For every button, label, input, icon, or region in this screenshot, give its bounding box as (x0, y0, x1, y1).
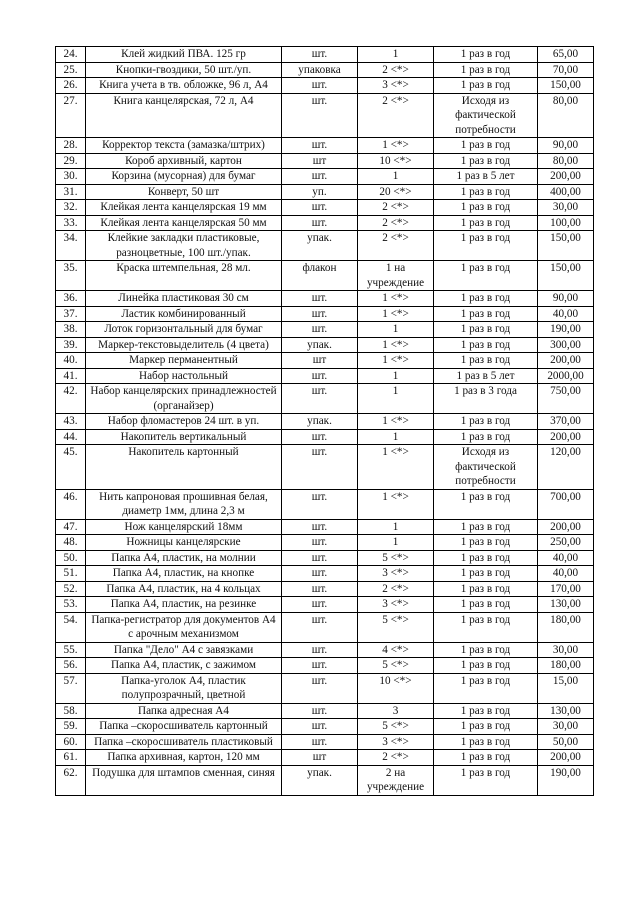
cell-item-name: Маркер перманентный (86, 353, 282, 369)
cell-item-name: Папка А4, пластик, на молнии (86, 550, 282, 566)
cell-price: 300,00 (538, 337, 594, 353)
cell-row-number: 52. (56, 581, 86, 597)
cell-row-number: 53. (56, 597, 86, 613)
cell-item-name: Конверт, 50 шт (86, 184, 282, 200)
cell-item-name: Нить капроновая прошивная белая, диаметр 1мм, длина 2,3 м (86, 489, 282, 519)
cell-unit: шт. (282, 445, 358, 490)
cell-row-number: 44. (56, 429, 86, 445)
cell-item-name: Клейкая лента канцелярская 50 мм (86, 215, 282, 231)
cell-price: 40,00 (538, 566, 594, 582)
cell-item-name: Клейкая лента канцелярская 19 мм (86, 200, 282, 216)
cell-price: 40,00 (538, 550, 594, 566)
cell-row-number: 34. (56, 231, 86, 261)
table-row (56, 62, 594, 78)
cell-period: 1 раз в год (434, 215, 538, 231)
cell-item-name: Папка-уголок А4, пластик полупрозрачный, цветной (86, 673, 282, 703)
cell-price: 180,00 (538, 658, 594, 674)
cell-quantity: 1 (358, 322, 434, 338)
cell-quantity: 1 (358, 47, 434, 63)
cell-item-name: Папка А4, пластик, на кнопке (86, 566, 282, 582)
table-row (56, 291, 594, 307)
cell-period: 1 раз в год (434, 658, 538, 674)
cell-row-number: 26. (56, 78, 86, 94)
cell-row-number: 59. (56, 719, 86, 735)
cell-row-number: 28. (56, 138, 86, 154)
table-row (56, 78, 594, 94)
cell-price: 700,00 (538, 489, 594, 519)
table-row (56, 612, 594, 642)
table-row (56, 673, 594, 703)
cell-price: 80,00 (538, 153, 594, 169)
cell-item-name: Маркер-текстовыделитель (4 цвета) (86, 337, 282, 353)
table-row (56, 47, 594, 63)
cell-price: 30,00 (538, 642, 594, 658)
cell-price: 50,00 (538, 734, 594, 750)
cell-item-name: Набор канцелярских принадлежностей (органайзер) (86, 384, 282, 414)
cell-price: 15,00 (538, 673, 594, 703)
cell-row-number: 62. (56, 765, 86, 795)
cell-item-name: Корректор текста (замазка/штрих) (86, 138, 282, 154)
table-row (56, 550, 594, 566)
cell-quantity: 1 <*> (358, 414, 434, 430)
cell-row-number: 42. (56, 384, 86, 414)
cell-unit: шт. (282, 169, 358, 185)
cell-unit: шт. (282, 138, 358, 154)
cell-quantity: 3 <*> (358, 78, 434, 94)
cell-item-name: Папка "Дело" А4 с завязками (86, 642, 282, 658)
cell-row-number: 29. (56, 153, 86, 169)
cell-row-number: 33. (56, 215, 86, 231)
cell-price: 200,00 (538, 353, 594, 369)
cell-item-name: Нож канцелярский 18мм (86, 519, 282, 535)
cell-quantity: 5 <*> (358, 612, 434, 642)
table-row (56, 489, 594, 519)
cell-unit: шт. (282, 200, 358, 216)
table-row (56, 261, 594, 291)
cell-period: 1 раз в год (434, 353, 538, 369)
cell-period: 1 раз в год (434, 138, 538, 154)
cell-price: 190,00 (538, 765, 594, 795)
cell-row-number: 55. (56, 642, 86, 658)
cell-period: 1 раз в год (434, 673, 538, 703)
cell-quantity: 2 <*> (358, 231, 434, 261)
cell-price: 2000,00 (538, 368, 594, 384)
table-row (56, 566, 594, 582)
cell-unit: шт. (282, 519, 358, 535)
cell-quantity: 10 <*> (358, 673, 434, 703)
cell-item-name: Накопитель вертикальный (86, 429, 282, 445)
cell-period: 1 раз в год (434, 597, 538, 613)
cell-period: 1 раз в год (434, 306, 538, 322)
table-row (56, 734, 594, 750)
cell-period: 1 раз в год (434, 519, 538, 535)
cell-unit: шт. (282, 291, 358, 307)
cell-row-number: 36. (56, 291, 86, 307)
cell-price: 750,00 (538, 384, 594, 414)
cell-price: 120,00 (538, 445, 594, 490)
cell-row-number: 38. (56, 322, 86, 338)
table-row (56, 429, 594, 445)
cell-item-name: Папка А4, пластик, на 4 кольцах (86, 581, 282, 597)
cell-item-name: Набор фломастеров 24 шт. в уп. (86, 414, 282, 430)
cell-period: 1 раз в год (434, 612, 538, 642)
cell-period: 1 раз в 5 лет (434, 368, 538, 384)
cell-period: 1 раз в 5 лет (434, 169, 538, 185)
cell-period: 1 раз в 3 года (434, 384, 538, 414)
cell-price: 65,00 (538, 47, 594, 63)
cell-price: 100,00 (538, 215, 594, 231)
table-body (56, 47, 594, 796)
cell-unit: шт. (282, 581, 358, 597)
cell-item-name: Корзина (мусорная) для бумаг (86, 169, 282, 185)
cell-unit: шт. (282, 93, 358, 138)
cell-row-number: 46. (56, 489, 86, 519)
cell-quantity: 1 <*> (358, 306, 434, 322)
cell-quantity: 1 (358, 519, 434, 535)
cell-period: 1 раз в год (434, 200, 538, 216)
cell-unit: шт. (282, 368, 358, 384)
cell-item-name: Набор настольный (86, 368, 282, 384)
document-page (55, 46, 593, 796)
cell-quantity: 1 <*> (358, 445, 434, 490)
cell-period: Исходя из фактической потребности (434, 445, 538, 490)
cell-unit: шт. (282, 215, 358, 231)
cell-quantity: 1 на учреждение (358, 261, 434, 291)
cell-quantity: 5 <*> (358, 550, 434, 566)
cell-price: 30,00 (538, 719, 594, 735)
table-row (56, 703, 594, 719)
cell-price: 200,00 (538, 169, 594, 185)
cell-row-number: 57. (56, 673, 86, 703)
table-row (56, 765, 594, 795)
table-row (56, 750, 594, 766)
cell-period: 1 раз в год (434, 535, 538, 551)
cell-row-number: 39. (56, 337, 86, 353)
cell-item-name: Накопитель картонный (86, 445, 282, 490)
cell-item-name: Книга учета в тв. обложке, 96 л, А4 (86, 78, 282, 94)
cell-price: 370,00 (538, 414, 594, 430)
cell-period: 1 раз в год (434, 414, 538, 430)
cell-unit: упак. (282, 231, 358, 261)
cell-period: 1 раз в год (434, 703, 538, 719)
cell-item-name: Краска штемпельная, 28 мл. (86, 261, 282, 291)
cell-quantity: 1 <*> (358, 337, 434, 353)
cell-quantity: 1 <*> (358, 353, 434, 369)
cell-item-name: Папка –скоросшиватель пластиковый (86, 734, 282, 750)
cell-period: 1 раз в год (434, 62, 538, 78)
cell-quantity: 1 (358, 429, 434, 445)
cell-price: 70,00 (538, 62, 594, 78)
cell-period: 1 раз в год (434, 153, 538, 169)
cell-quantity: 2 <*> (358, 200, 434, 216)
cell-quantity: 2 на учреждение (358, 765, 434, 795)
cell-unit: шт. (282, 612, 358, 642)
cell-row-number: 35. (56, 261, 86, 291)
cell-price: 80,00 (538, 93, 594, 138)
cell-quantity: 2 <*> (358, 215, 434, 231)
table-row (56, 215, 594, 231)
cell-unit: шт. (282, 322, 358, 338)
table-row (56, 169, 594, 185)
table-row (56, 414, 594, 430)
cell-unit: шт. (282, 719, 358, 735)
cell-quantity: 1 <*> (358, 489, 434, 519)
cell-row-number: 31. (56, 184, 86, 200)
table-row (56, 368, 594, 384)
table-row (56, 535, 594, 551)
cell-unit: шт. (282, 658, 358, 674)
cell-period: 1 раз в год (434, 231, 538, 261)
cell-item-name: Папка –скоросшиватель картонный (86, 719, 282, 735)
cell-quantity: 2 <*> (358, 750, 434, 766)
cell-price: 190,00 (538, 322, 594, 338)
table-row (56, 597, 594, 613)
cell-item-name: Папка А4, пластик, с зажимом (86, 658, 282, 674)
cell-row-number: 48. (56, 535, 86, 551)
cell-period: 1 раз в год (434, 429, 538, 445)
cell-period: 1 раз в год (434, 566, 538, 582)
cell-price: 180,00 (538, 612, 594, 642)
cell-item-name: Подушка для штампов сменная, синяя (86, 765, 282, 795)
cell-unit: шт. (282, 550, 358, 566)
cell-item-name: Папка архивная, картон, 120 мм (86, 750, 282, 766)
cell-row-number: 61. (56, 750, 86, 766)
cell-unit: упак. (282, 765, 358, 795)
cell-period: 1 раз в год (434, 337, 538, 353)
cell-item-name: Кнопки-гвоздики, 50 шт./уп. (86, 62, 282, 78)
cell-unit: шт. (282, 306, 358, 322)
cell-unit: шт. (282, 429, 358, 445)
cell-unit: шт. (282, 535, 358, 551)
cell-price: 40,00 (538, 306, 594, 322)
cell-quantity: 5 <*> (358, 658, 434, 674)
table-row (56, 581, 594, 597)
table-row (56, 445, 594, 490)
cell-unit: упак. (282, 414, 358, 430)
cell-quantity: 1 <*> (358, 138, 434, 154)
cell-row-number: 45. (56, 445, 86, 490)
cell-period: 1 раз в год (434, 765, 538, 795)
table-row (56, 231, 594, 261)
cell-period: 1 раз в год (434, 47, 538, 63)
cell-item-name: Папка адресная А4 (86, 703, 282, 719)
cell-row-number: 47. (56, 519, 86, 535)
cell-price: 90,00 (538, 138, 594, 154)
cell-quantity: 1 (358, 535, 434, 551)
cell-price: 200,00 (538, 429, 594, 445)
cell-quantity: 3 <*> (358, 734, 434, 750)
cell-item-name: Короб архивный, картон (86, 153, 282, 169)
cell-item-name: Книга канцелярская, 72 л, А4 (86, 93, 282, 138)
cell-unit: упак. (282, 337, 358, 353)
cell-unit: шт (282, 750, 358, 766)
cell-row-number: 51. (56, 566, 86, 582)
table-row (56, 93, 594, 138)
supplies-table (55, 46, 594, 796)
table-row (56, 200, 594, 216)
cell-quantity: 2 <*> (358, 62, 434, 78)
cell-period: 1 раз в год (434, 78, 538, 94)
cell-period: 1 раз в год (434, 581, 538, 597)
cell-quantity: 2 <*> (358, 93, 434, 138)
table-row (56, 322, 594, 338)
cell-quantity: 3 <*> (358, 566, 434, 582)
cell-row-number: 37. (56, 306, 86, 322)
table-row (56, 306, 594, 322)
cell-price: 150,00 (538, 231, 594, 261)
cell-period: 1 раз в год (434, 291, 538, 307)
cell-unit: шт (282, 353, 358, 369)
cell-quantity: 1 (358, 384, 434, 414)
cell-price: 200,00 (538, 750, 594, 766)
cell-quantity: 3 (358, 703, 434, 719)
cell-item-name: Ножницы канцелярские (86, 535, 282, 551)
cell-row-number: 43. (56, 414, 86, 430)
cell-price: 250,00 (538, 535, 594, 551)
cell-unit: упаковка (282, 62, 358, 78)
cell-period: Исходя из фактической потребности (434, 93, 538, 138)
table-row (56, 519, 594, 535)
cell-unit: шт. (282, 597, 358, 613)
cell-row-number: 60. (56, 734, 86, 750)
cell-item-name: Ластик комбинированный (86, 306, 282, 322)
cell-item-name: Клейкие закладки пластиковые, разноцветные, 100 шт./упак. (86, 231, 282, 261)
cell-price: 200,00 (538, 519, 594, 535)
cell-period: 1 раз в год (434, 550, 538, 566)
cell-quantity: 5 <*> (358, 719, 434, 735)
cell-price: 400,00 (538, 184, 594, 200)
cell-unit: шт. (282, 489, 358, 519)
table-row (56, 184, 594, 200)
cell-row-number: 30. (56, 169, 86, 185)
cell-unit: шт. (282, 734, 358, 750)
cell-row-number: 40. (56, 353, 86, 369)
cell-item-name: Линейка пластиковая 30 см (86, 291, 282, 307)
cell-quantity: 2 <*> (358, 581, 434, 597)
cell-row-number: 24. (56, 47, 86, 63)
cell-period: 1 раз в год (434, 642, 538, 658)
table-row (56, 719, 594, 735)
cell-price: 90,00 (538, 291, 594, 307)
cell-price: 30,00 (538, 200, 594, 216)
cell-quantity: 1 (358, 368, 434, 384)
cell-period: 1 раз в год (434, 184, 538, 200)
cell-unit: шт. (282, 566, 358, 582)
table-row (56, 153, 594, 169)
cell-period: 1 раз в год (434, 734, 538, 750)
cell-unit: шт. (282, 384, 358, 414)
table-row (56, 658, 594, 674)
cell-row-number: 41. (56, 368, 86, 384)
cell-quantity: 1 <*> (358, 291, 434, 307)
cell-price: 130,00 (538, 597, 594, 613)
cell-period: 1 раз в год (434, 489, 538, 519)
cell-unit: шт. (282, 673, 358, 703)
cell-unit: флакон (282, 261, 358, 291)
table-row (56, 337, 594, 353)
cell-price: 150,00 (538, 261, 594, 291)
table-row (56, 353, 594, 369)
cell-quantity: 10 <*> (358, 153, 434, 169)
cell-unit: шт (282, 153, 358, 169)
cell-row-number: 27. (56, 93, 86, 138)
cell-quantity: 3 <*> (358, 597, 434, 613)
cell-quantity: 1 (358, 169, 434, 185)
cell-row-number: 54. (56, 612, 86, 642)
table-row (56, 642, 594, 658)
cell-row-number: 32. (56, 200, 86, 216)
cell-unit: шт. (282, 78, 358, 94)
cell-quantity: 20 <*> (358, 184, 434, 200)
cell-row-number: 50. (56, 550, 86, 566)
cell-unit: шт. (282, 47, 358, 63)
cell-price: 170,00 (538, 581, 594, 597)
cell-period: 1 раз в год (434, 322, 538, 338)
cell-quantity: 4 <*> (358, 642, 434, 658)
cell-row-number: 25. (56, 62, 86, 78)
cell-unit: шт. (282, 642, 358, 658)
cell-row-number: 56. (56, 658, 86, 674)
cell-item-name: Папка А4, пластик, на резинке (86, 597, 282, 613)
cell-price: 150,00 (538, 78, 594, 94)
cell-row-number: 58. (56, 703, 86, 719)
cell-item-name: Лоток горизонтальный для бумаг (86, 322, 282, 338)
table-row (56, 384, 594, 414)
cell-unit: шт. (282, 703, 358, 719)
cell-item-name: Папка-регистратор для документов А4 с арочным механизмом (86, 612, 282, 642)
cell-period: 1 раз в год (434, 719, 538, 735)
cell-price: 130,00 (538, 703, 594, 719)
table-row (56, 138, 594, 154)
cell-period: 1 раз в год (434, 750, 538, 766)
cell-period: 1 раз в год (434, 261, 538, 291)
cell-item-name: Клей жидкий ПВА. 125 гр (86, 47, 282, 63)
cell-unit: уп. (282, 184, 358, 200)
